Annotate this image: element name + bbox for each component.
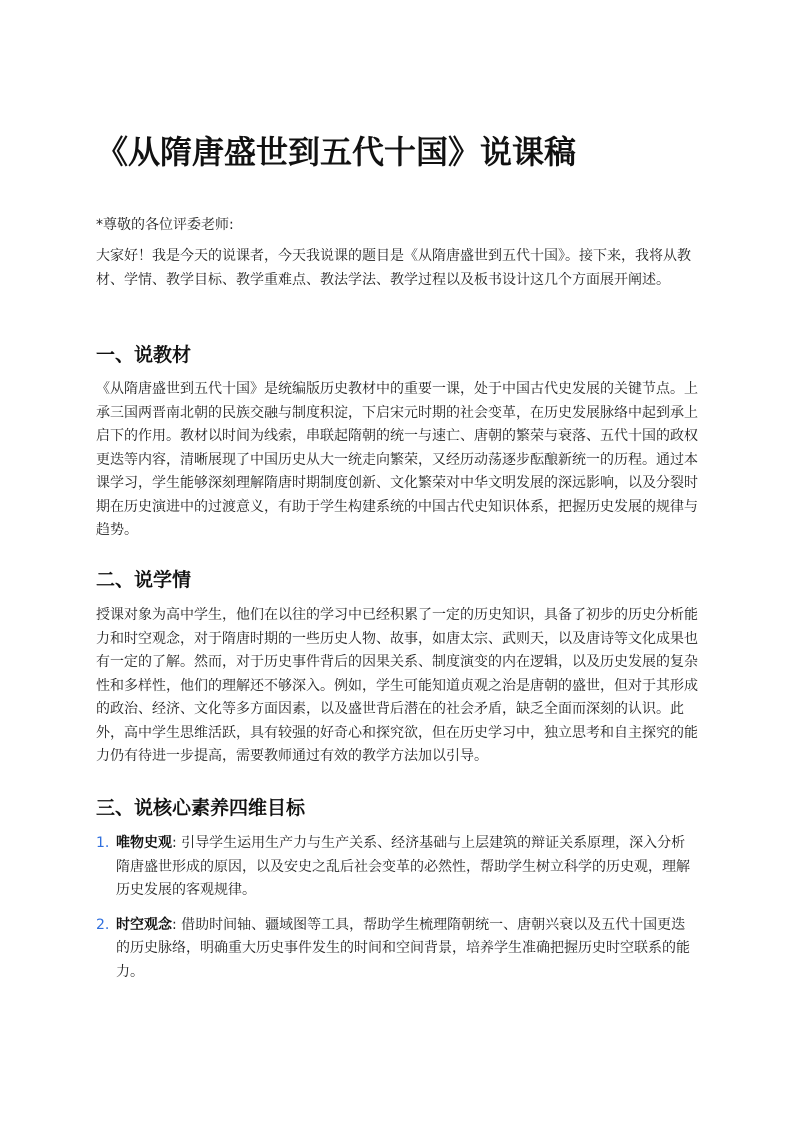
section-heading-objectives: 三、说核心素养四维目标 xyxy=(96,797,306,819)
list-item-number: 1. xyxy=(96,835,110,851)
section-body-learners: 授课对象为高中学生，他们在以往的学习中已经积累了一定的历史知识，具备了初步的历史分析能力和时空观念，对于隋唐时期的一些历史人物、故事，如唐太宗、武则天，以及唐诗等文化成果也有一定的了解。然而，对于历史事件背后的因果关系、制度演变的内在逻辑，以及历史发展的复杂性和多样性，他们的理解还不够深入。例如，学生可能知道贞观之治是唐朝的盛世，但对于其形成的政治、经济、文化等多方面因素，以及盛世背后潜在的社会矛盾，缺乏全面而深刻的认识。此外，高中学生思维活跃，具有较强的好奇心和探究欲，但在历史学习中，独立思考和自主探究的能力仍有待进一步提高，需要教师通过有效的教学方法加以引导。 xyxy=(96,607,698,764)
section-body-textbook: 《从隋唐盛世到五代十国》是统编版历史教材中的重要一课，处于中国古代史发展的关键节点。上承三国两晋南北朝的民族交融与制度积淀，下启宋元时期的社会变革，在历史发展脉络中起到承上启下的作用。教材以时间为线索，串联起隋朝的统一与速亡、唐朝的繁荣与衰落、五代十国的政权更迭等内容，清晰展现了中国历史从大一统走向繁荣，又经历动荡逐步酝酿新统一的历程。通过本课学习，学生能够深刻理解隋唐时期制度创新、文化繁荣对中华文明发展的深远影响，以及分裂时期在历史演进中的过渡意义，有助于学生构建系统的中国古代史知识体系，把握历史发展的规律与趋势。 xyxy=(96,381,698,538)
objectives-list xyxy=(96,832,702,995)
list-item-term: 时空观念 xyxy=(116,916,172,933)
list-item xyxy=(96,914,691,985)
document-title: 《从隋唐盛世到五代十国》说课稿 xyxy=(96,133,577,171)
salutation: *尊敬的各位评委老师: xyxy=(96,217,234,233)
list-item-separator: : xyxy=(172,835,182,851)
section-heading-learners: 二、说学情 xyxy=(96,569,192,591)
list-item-number: 2. xyxy=(96,916,110,933)
list-item xyxy=(96,832,691,903)
list-item-term: 唯物史观 xyxy=(116,835,172,851)
list-item-text: 引导学生运用生产力与生产关系、经济基础与上层建筑的辩证关系原理，深入分析隋唐盛世形成的原因，以及安史之乱后社会变革的必然性，帮助学生树立科学的历史观，理解历史发展的客观规律。 xyxy=(116,835,690,898)
list-item-text: 借助时间轴、疆域图等工具，帮助学生梳理隋朝统一、唐朝兴衰以及五代十国更迭的历史脉络，明确重大历史事件发生的时间和空间背景，培养学生准确把握历史时空联系的能力。 xyxy=(116,916,690,980)
list-item-separator: : xyxy=(172,916,182,933)
intro-paragraph: 大家好！我是今天的说课者，今天我说课的题目是《从隋唐盛世到五代十国》。接下来，我将从教材、学情、教学目标、教学重难点、教法学法、教学过程以及板书设计这几个方面展开阐述。 xyxy=(96,248,691,288)
section-heading-textbook: 一、说教材 xyxy=(96,344,192,366)
